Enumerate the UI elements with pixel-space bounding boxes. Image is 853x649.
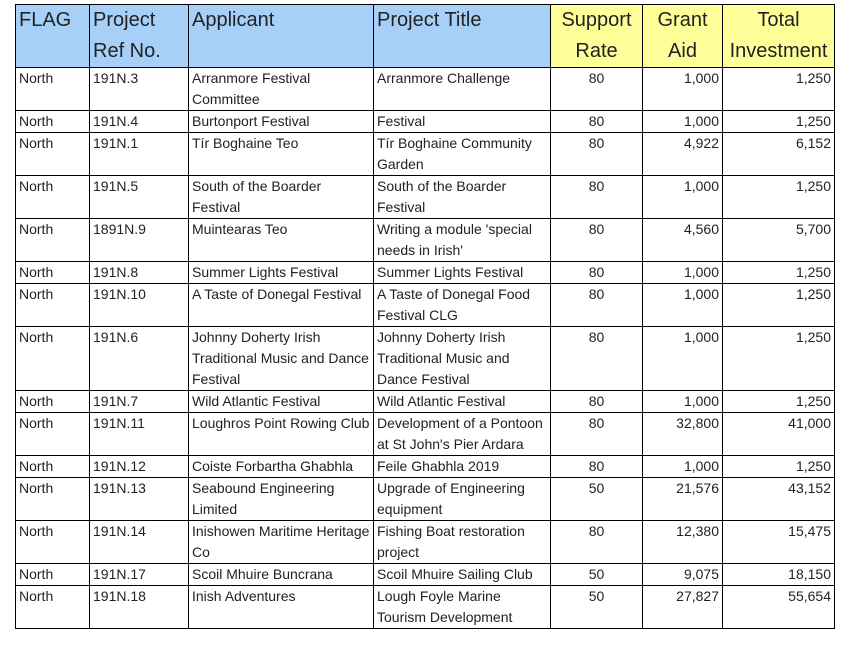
cell-flag: North — [16, 262, 90, 284]
cell-total-investment: 1,250 — [723, 284, 835, 327]
cell-flag: North — [16, 456, 90, 478]
cell-grant-aid: 4,922 — [643, 133, 723, 176]
table-row — [16, 456, 835, 478]
cell-total-investment: 1,250 — [723, 327, 835, 391]
cell-project-title: South of the Boarder Festival — [374, 176, 551, 219]
cell-applicant: Arranmore Festival Committee — [189, 68, 374, 111]
table-row — [16, 586, 835, 629]
cell-support-rate: 80 — [551, 456, 643, 478]
cell-total-investment: 18,150 — [723, 564, 835, 586]
cell-support-rate: 50 — [551, 586, 643, 629]
cell-grant-aid: 1,000 — [643, 284, 723, 327]
cell-total-investment: 6,152 — [723, 133, 835, 176]
cell-grant-aid: 12,380 — [643, 521, 723, 564]
cell-project-title: Scoil Mhuire Sailing Club — [374, 564, 551, 586]
cell-applicant: Loughros Point Rowing Club — [189, 413, 374, 456]
table-row — [16, 219, 835, 262]
cell-project-ref: 191N.3 — [90, 68, 189, 111]
cell-project-ref: 191N.13 — [90, 478, 189, 521]
table-row — [16, 564, 835, 586]
cell-project-title: Writing a module 'special needs in Irish' — [374, 219, 551, 262]
cell-total-investment: 1,250 — [723, 68, 835, 111]
table-row — [16, 413, 835, 456]
cell-applicant: A Taste of Donegal Festival — [189, 284, 374, 327]
cell-support-rate: 80 — [551, 68, 643, 111]
table-row — [16, 111, 835, 133]
cell-grant-aid: 1,000 — [643, 68, 723, 111]
cell-applicant: Seabound Engineering Limited — [189, 478, 374, 521]
cell-project-title: Johnny Doherty Irish Traditional Music and Dance Festival — [374, 327, 551, 391]
cell-total-investment: 1,250 — [723, 262, 835, 284]
cell-grant-aid: 1,000 — [643, 111, 723, 133]
cell-grant-aid: 9,075 — [643, 564, 723, 586]
cell-flag: North — [16, 586, 90, 629]
table-row — [16, 284, 835, 327]
cell-project-ref: 191N.8 — [90, 262, 189, 284]
cell-grant-aid: 4,560 — [643, 219, 723, 262]
cell-support-rate: 50 — [551, 564, 643, 586]
cell-grant-aid: 1,000 — [643, 327, 723, 391]
table-row — [16, 262, 835, 284]
cell-project-ref: 1891N.9 — [90, 219, 189, 262]
cell-support-rate: 80 — [551, 176, 643, 219]
cell-applicant: Burtonport Festival — [189, 111, 374, 133]
cell-applicant: Tír Boghaine Teo — [189, 133, 374, 176]
cell-project-ref: 191N.10 — [90, 284, 189, 327]
cell-total-investment: 1,250 — [723, 111, 835, 133]
grant-table — [15, 4, 835, 629]
cell-flag: North — [16, 111, 90, 133]
cell-project-title: Upgrade of Engineering equipment — [374, 478, 551, 521]
cell-grant-aid: 1,000 — [643, 391, 723, 413]
cell-project-ref: 191N.4 — [90, 111, 189, 133]
cell-support-rate: 50 — [551, 478, 643, 521]
cell-project-title: Development of a Pontoon at St John's Pier Ardara — [374, 413, 551, 456]
cell-applicant: Inish Adventures — [189, 586, 374, 629]
cell-project-ref: 191N.14 — [90, 521, 189, 564]
cell-applicant: Inishowen Maritime Heritage Co — [189, 521, 374, 564]
header-project-ref: Project Ref No. — [90, 5, 189, 68]
cell-support-rate: 80 — [551, 111, 643, 133]
cell-flag: North — [16, 284, 90, 327]
cell-total-investment: 1,250 — [723, 456, 835, 478]
cell-flag: North — [16, 478, 90, 521]
cell-project-title: A Taste of Donegal Food Festival CLG — [374, 284, 551, 327]
header-flag: FLAG — [16, 5, 90, 68]
cell-support-rate: 80 — [551, 262, 643, 284]
cell-support-rate: 80 — [551, 413, 643, 456]
cell-project-ref: 191N.18 — [90, 586, 189, 629]
cell-project-title: Tír Boghaine Community Garden — [374, 133, 551, 176]
cell-grant-aid: 1,000 — [643, 176, 723, 219]
cell-flag: North — [16, 327, 90, 391]
cell-total-investment: 41,000 — [723, 413, 835, 456]
cell-support-rate: 80 — [551, 133, 643, 176]
cell-project-ref: 191N.6 — [90, 327, 189, 391]
cell-applicant: Coiste Forbartha Ghabhla — [189, 456, 374, 478]
header-applicant: Applicant — [189, 5, 374, 68]
cell-flag: North — [16, 413, 90, 456]
cell-support-rate: 80 — [551, 284, 643, 327]
table-row — [16, 68, 835, 111]
cell-project-title: Feile Ghabhla 2019 — [374, 456, 551, 478]
cell-applicant: Johnny Doherty Irish Traditional Music and Dance Festival — [189, 327, 374, 391]
cell-support-rate: 80 — [551, 327, 643, 391]
cell-total-investment: 1,250 — [723, 176, 835, 219]
table-body — [16, 68, 835, 629]
table-row — [16, 478, 835, 521]
cell-total-investment: 1,250 — [723, 391, 835, 413]
cell-applicant: Scoil Mhuire Buncrana — [189, 564, 374, 586]
cell-project-ref: 191N.11 — [90, 413, 189, 456]
header-support-rate: Support Rate — [551, 5, 643, 68]
table-row — [16, 176, 835, 219]
cell-flag: North — [16, 521, 90, 564]
cell-project-ref: 191N.7 — [90, 391, 189, 413]
cell-total-investment: 43,152 — [723, 478, 835, 521]
cell-project-ref: 191N.17 — [90, 564, 189, 586]
cell-project-title: Summer Lights Festival — [374, 262, 551, 284]
cell-total-investment: 15,475 — [723, 521, 835, 564]
cell-flag: North — [16, 564, 90, 586]
cell-flag: North — [16, 133, 90, 176]
cell-applicant: South of the Boarder Festival — [189, 176, 374, 219]
cell-project-title: Wild Atlantic Festival — [374, 391, 551, 413]
cell-project-title: Lough Foyle Marine Tourism Development — [374, 586, 551, 629]
table-row — [16, 391, 835, 413]
cell-grant-aid: 32,800 — [643, 413, 723, 456]
cell-project-title: Fishing Boat restoration project — [374, 521, 551, 564]
cell-applicant: Muintearas Teo — [189, 219, 374, 262]
cell-project-ref: 191N.12 — [90, 456, 189, 478]
cell-flag: North — [16, 176, 90, 219]
cell-support-rate: 80 — [551, 219, 643, 262]
cell-grant-aid: 1,000 — [643, 262, 723, 284]
table-row — [16, 133, 835, 176]
cell-grant-aid: 21,576 — [643, 478, 723, 521]
cell-support-rate: 80 — [551, 391, 643, 413]
header-grant-aid: Grant Aid — [643, 5, 723, 68]
cell-total-investment: 5,700 — [723, 219, 835, 262]
cell-flag: North — [16, 68, 90, 111]
cell-grant-aid: 1,000 — [643, 456, 723, 478]
header-row — [16, 5, 835, 68]
table-row — [16, 521, 835, 564]
table-row — [16, 327, 835, 391]
cell-total-investment: 55,654 — [723, 586, 835, 629]
cell-project-ref: 191N.5 — [90, 176, 189, 219]
header-project-title: Project Title — [374, 5, 551, 68]
cell-flag: North — [16, 391, 90, 413]
cell-project-title: Arranmore Challenge — [374, 68, 551, 111]
header-total-investment: Total Investment — [723, 5, 835, 68]
cell-grant-aid: 27,827 — [643, 586, 723, 629]
cell-flag: North — [16, 219, 90, 262]
cell-applicant: Wild Atlantic Festival — [189, 391, 374, 413]
cell-applicant: Summer Lights Festival — [189, 262, 374, 284]
cell-project-ref: 191N.1 — [90, 133, 189, 176]
cell-project-title: Festival — [374, 111, 551, 133]
cell-support-rate: 80 — [551, 521, 643, 564]
